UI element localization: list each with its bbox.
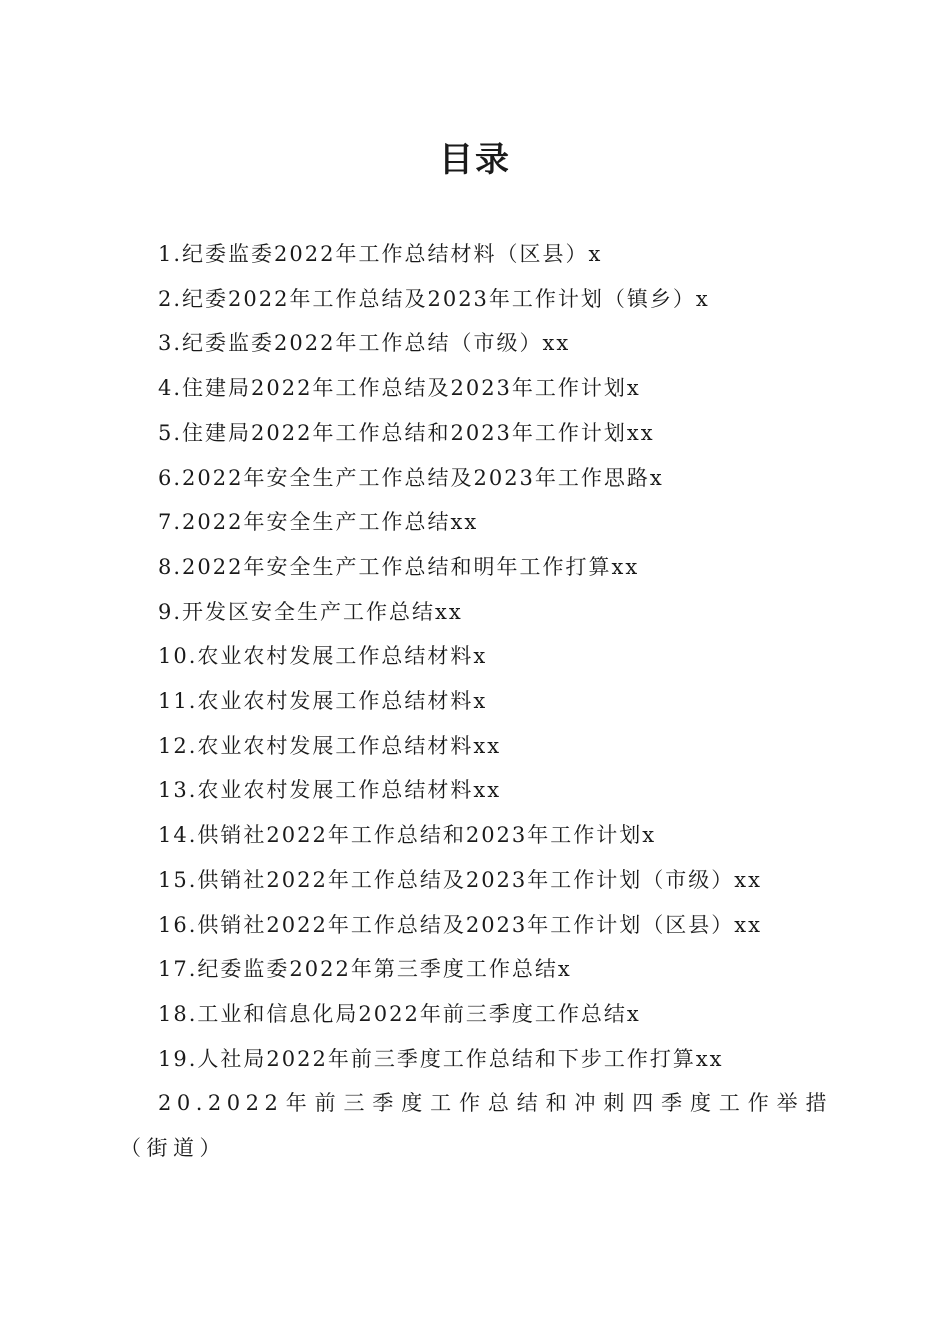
toc-item: 20.2022年前三季度工作总结和冲刺四季度工作举措（街道） (120, 1091, 832, 1161)
toc-item: 8.2022年安全生产工作总结和明年工作打算xx (158, 554, 640, 579)
toc-item: 18.工业和信息化局2022年前三季度工作总结x (158, 1001, 641, 1026)
toc-item: 7.2022年安全生产工作总结xx (158, 510, 479, 535)
toc-item: 19.人社局2022年前三季度工作总结和下步工作打算xx (158, 1046, 724, 1071)
toc-item: 5.住建局2022年工作总结和2023年工作计划xx (158, 420, 655, 445)
toc-item: 16.供销社2022年工作总结及2023年工作计划（区县）xx (158, 912, 762, 937)
toc-item: 17.纪委监委2022年第三季度工作总结x (158, 957, 572, 982)
toc-item: 10.农业农村发展工作总结材料x (158, 644, 488, 669)
toc-item: 2.纪委2022年工作总结及2023年工作计划（镇乡）x (158, 286, 710, 311)
toc-item: 4.住建局2022年工作总结及2023年工作计划x (158, 376, 641, 401)
toc-item: 11.农业农村发展工作总结材料x (158, 689, 488, 714)
toc-item: 3.纪委监委2022年工作总结（市级）xx (158, 331, 571, 356)
toc-item: 9.开发区安全生产工作总结xx (158, 599, 463, 624)
document-title: 目录 (439, 140, 511, 180)
toc-item: 13.农业农村发展工作总结材料xx (158, 778, 502, 803)
toc-item: 1.纪委监委2022年工作总结材料（区县）x (158, 242, 603, 266)
table-of-contents (120, 232, 832, 1171)
toc-item: 14.供销社2022年工作总结和2023年工作计划x (158, 823, 657, 848)
toc-item: 15.供销社2022年工作总结及2023年工作计划（市级）xx (158, 867, 762, 892)
toc-item: 6.2022年安全生产工作总结及2023年工作思路x (158, 465, 664, 490)
toc-item: 12.农业农村发展工作总结材料xx (158, 733, 502, 758)
